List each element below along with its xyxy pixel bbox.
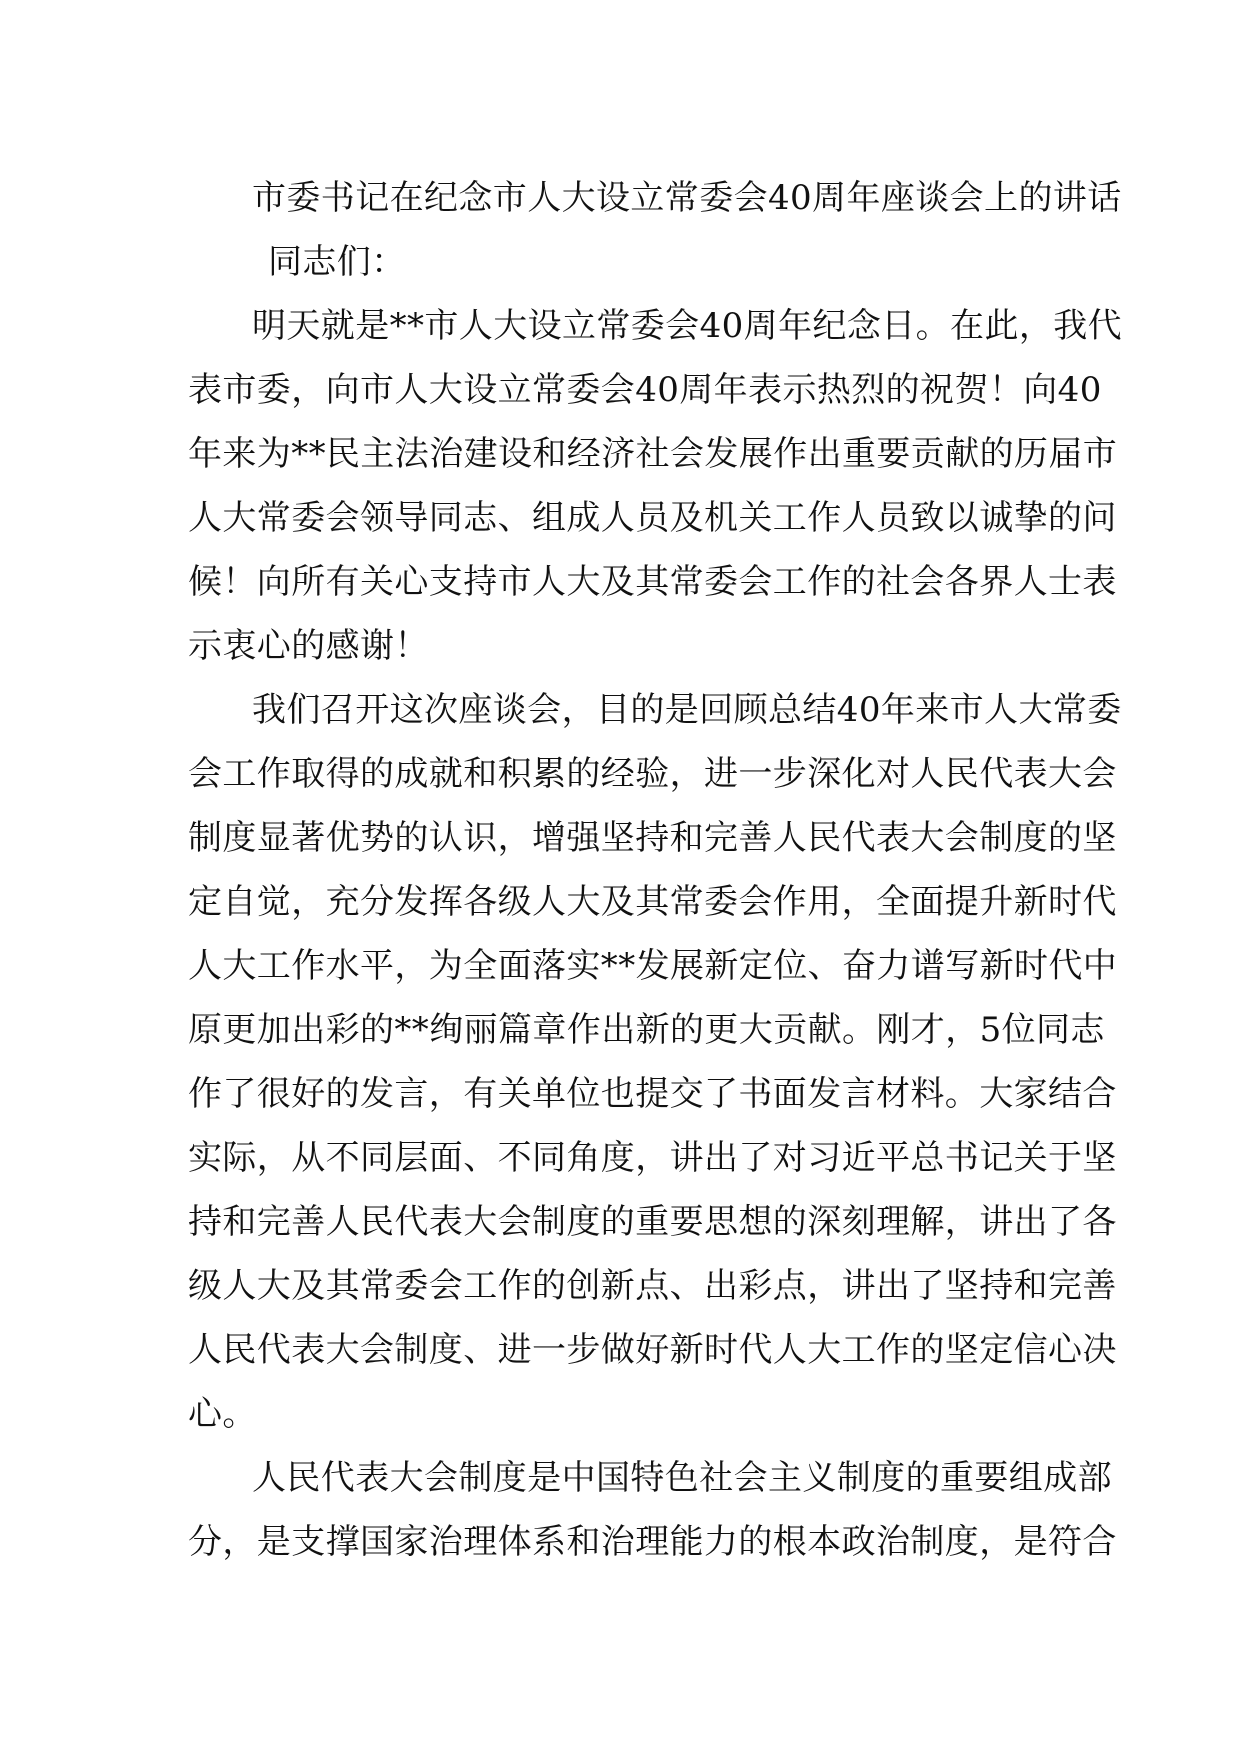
paragraph-line: 分，是支撑国家治理体系和治理能力的根本政治制度，是符合 [188,1522,1117,1562]
paragraph-line: 我们召开这次座谈会，目的是回顾总结40年来市人大常委 [252,690,1122,730]
document-title: 市委书记在纪念市人大设立常委会40周年座谈会上的讲话 [252,178,1122,218]
paragraph-line: 持和完善人民代表大会制度的重要思想的深刻理解，讲出了各 [188,1202,1117,1242]
paragraph-line: 人大工作水平，为全面落实**发展新定位、奋力谱写新时代中 [188,946,1118,986]
paragraph-line: 原更加出彩的**绚丽篇章作出新的更大贡献。刚才，5位同志 [188,1010,1105,1050]
paragraph-line: 定自觉，充分发挥各级人大及其常委会作用，全面提升新时代 [188,882,1117,922]
salutation: 同志们： [268,242,406,282]
paragraph-line: 制度显著优势的认识，增强坚持和完善人民代表大会制度的坚 [188,818,1117,858]
paragraph-line: 级人大及其常委会工作的创新点、出彩点，讲出了坚持和完善 [188,1266,1117,1306]
paragraph-line: 候！向所有关心支持市人大及其常委会工作的社会各界人士表 [188,562,1117,602]
paragraph-line: 人民代表大会制度、进一步做好新时代人大工作的坚定信心决 [188,1330,1117,1370]
paragraph-line: 心。 [188,1394,257,1434]
paragraph-line: 作了很好的发言，有关单位也提交了书面发言材料。大家结合 [188,1074,1117,1114]
paragraph-line: 会工作取得的成就和积累的经验，进一步深化对人民代表大会 [188,754,1117,794]
paragraph-line: 明天就是**市人大设立常委会40周年纪念日。在此，我代 [252,306,1123,346]
paragraph-line: 表市委，向市人大设立常委会40周年表示热烈的祝贺！向40 [188,370,1102,410]
paragraph-line: 人大常委会领导同志、组成人员及机关工作人员致以诚挚的问 [188,498,1117,538]
paragraph-line: 年来为**民主法治建设和经济社会发展作出重要贡献的历届市 [188,434,1118,474]
paragraph-line: 实际，从不同层面、不同角度，讲出了对习近平总书记关于坚 [188,1138,1117,1178]
paragraph-line: 示衷心的感谢！ [188,626,429,666]
paragraph-line: 人民代表大会制度是中国特色社会主义制度的重要组成部 [252,1458,1112,1498]
